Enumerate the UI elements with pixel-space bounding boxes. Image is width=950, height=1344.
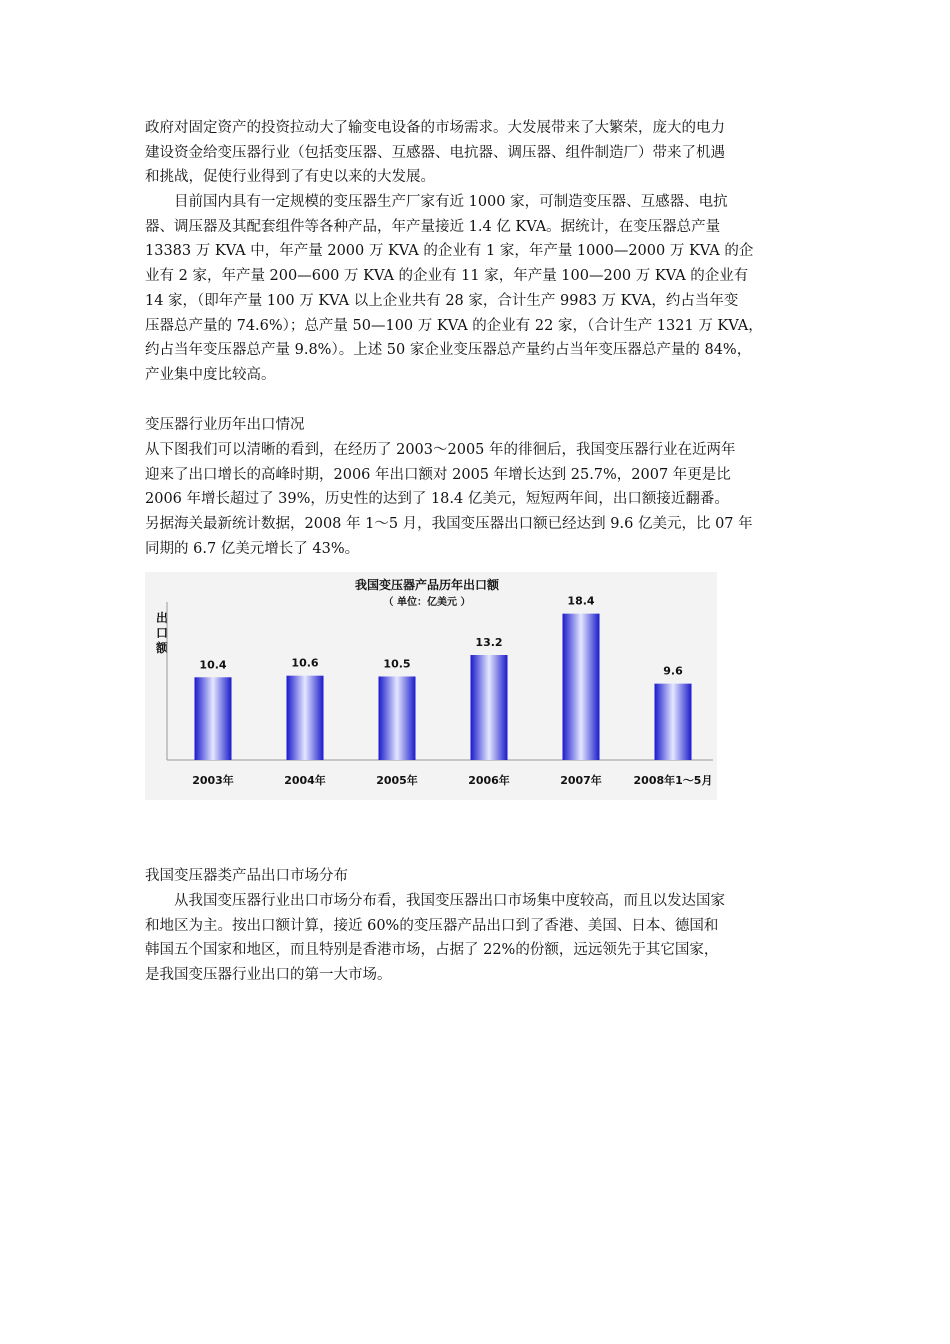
x-tick-label: 2004年 [284, 774, 326, 787]
bar-value-label: 18.4 [567, 594, 595, 608]
text-line: 是我国变压器行业出口的第一大市场。 [145, 967, 392, 984]
text-line: 迎来了出口增长的高峰时期，2006 年出口额对 2005 年增长达到 25.7%，2007 年更是比 [145, 466, 731, 483]
bar-value-label: 9.6 [663, 664, 683, 678]
text-line: 14 家，（即年产量 100 万 KVA 以上企业共有 28 家，合计生产 9983 万 KVA，约占当年变 [145, 292, 739, 309]
text-line: 和地区为主。按出口额计算，接近 60%的变压器产品出口到了香港、美国、日本、德国和 [145, 917, 719, 934]
bar [379, 676, 416, 760]
text-line: 压器总产量的 74.6%）；总产量 50—100 万 KVA 的企业有 22 家，（合计生产 1321 万 KVA， [145, 317, 763, 334]
text-line: 同期的 6.7 亿美元增长了 43%。 [145, 540, 360, 557]
text-line: 从下图我们可以清晰的看到，在经历了 2003～2005 年的徘徊后，我国变压器行业在近两年 [145, 442, 736, 458]
x-tick-label: 2003年 [192, 774, 234, 787]
text-line: 13383 万 KVA 中，年产量 2000 万 KVA 的企业有 1 家，年产量 1000—2000 万 KVA 的企 [145, 243, 754, 260]
text-line: 建设资金给变压器行业（包括变压器、互感器、电抗器、调压器、组件制造厂）带来了机遇 [145, 144, 725, 161]
text-line: 韩国五个国家和地区，而且特别是香港市场，占据了 22%的份额，远远领先于其它国家， [145, 942, 719, 959]
bar-value-label: 10.6 [291, 656, 319, 670]
intro-paragraph [145, 116, 809, 190]
chart-title: 我国变压器产品历年出口额 [354, 578, 500, 592]
text-line: 目前国内具有一定规模的变压器生产厂家有近 1000 家，可制造变压器、互感器、电抗 [174, 194, 728, 210]
chart-subtitle: （ 单位：亿美元 ） [383, 597, 471, 608]
bar [563, 614, 600, 760]
y-axis-label-char: 出 [156, 611, 169, 625]
x-tick-label: 2005年 [376, 774, 418, 787]
text-line: 产业集中度比较高。 [145, 366, 276, 383]
text-line: 业有 2 家，年产量 200—600 万 KVA 的企业有 11 家，年产量 100—200 万 KVA 的企业有 [145, 268, 749, 285]
bar [195, 677, 232, 760]
export-bar-chart [145, 572, 717, 800]
market-distribution-paragraph [145, 889, 809, 988]
text-line: 器、调压器及其配套组件等各种产品，年产量接近 1.4 亿 KVA。据统计，在变压器总产量 [145, 218, 721, 235]
text-line: 另据海关最新统计数据，2008 年 1～5 月，我国变压器出口额已经达到 9.6 亿美元，比 07 年 [145, 516, 753, 533]
industry-overview-paragraph [145, 190, 809, 388]
text-line: 从我国变压器行业出口市场分布看，我国变压器出口市场集中度较高，而且以发达国家 [174, 893, 725, 909]
text-line: 约占当年变压器总产量 9.8%）。上述 50 家企业变压器总产量约占当年变压器总产量的 84%， [145, 342, 752, 359]
text-line: 和挑战，促使行业得到了有史以来的大发展。 [145, 169, 435, 186]
x-tick-label: 2006年 [468, 774, 510, 787]
x-tick-label: 2008年1～5月 [633, 774, 713, 787]
x-tick-label: 2007年 [560, 774, 602, 787]
text-line: 政府对固定资产的投资拉动大了输变电设备的市场需求。大发展带来了大繁荣，庞大的电力 [145, 120, 725, 136]
section-heading-market-distribution: 我国变压器类产品出口市场分布 [145, 868, 348, 884]
y-axis-label-char: 口 [156, 626, 169, 640]
bar [655, 684, 692, 760]
section-heading-export-history: 变压器行业历年出口情况 [145, 417, 305, 433]
bar [471, 655, 508, 760]
bar [287, 676, 324, 760]
bar-value-label: 10.5 [383, 657, 411, 671]
export-history-paragraph [145, 438, 809, 562]
text-line: 2006 年增长超过了 39%，历史性的达到了 18.4 亿美元，短短两年间，出口额接近翻番。 [145, 491, 729, 508]
y-axis-label-char: 额 [156, 641, 169, 655]
bar-value-label: 13.2 [475, 636, 503, 650]
bar-value-label: 10.4 [199, 658, 227, 672]
